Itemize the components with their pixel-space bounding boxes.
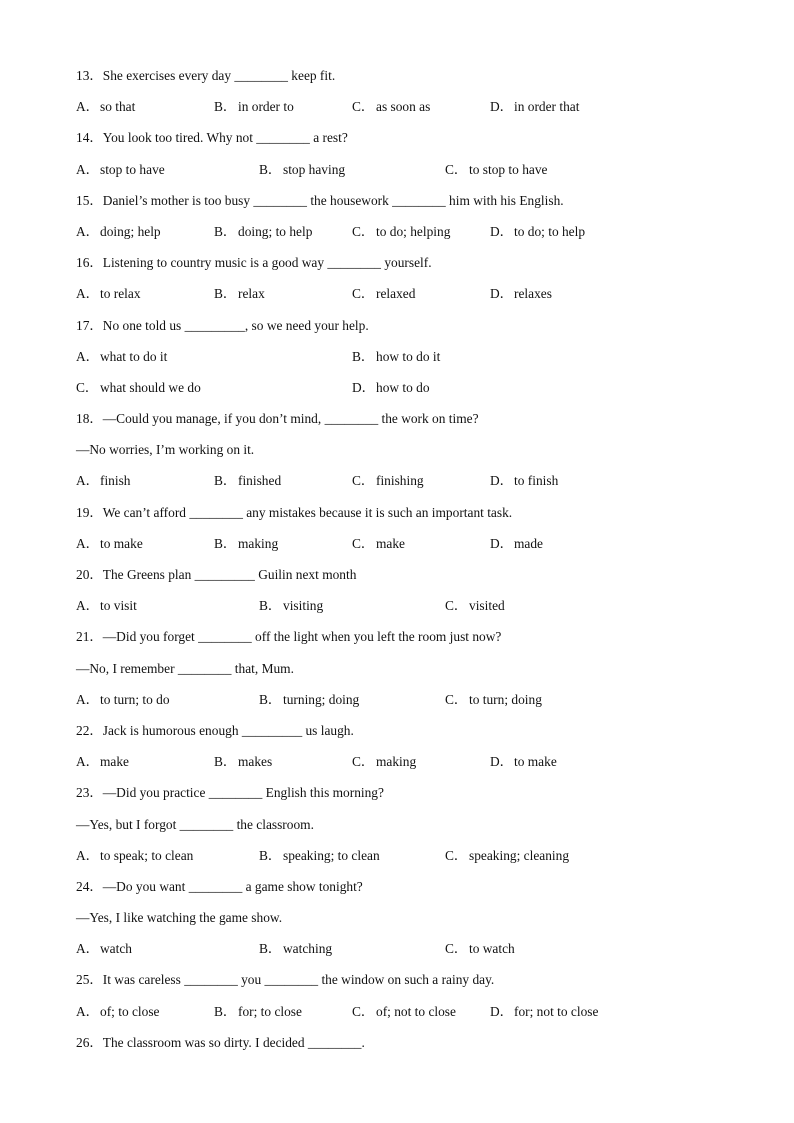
question-text: —Did you forget ________ off the light when you left the room just now? bbox=[102, 629, 502, 645]
answer-option[interactable] bbox=[445, 840, 569, 871]
question-stem bbox=[76, 247, 736, 278]
option-text: relax bbox=[238, 286, 265, 302]
answer-option[interactable] bbox=[352, 341, 440, 372]
option-label: C． bbox=[352, 1003, 375, 1019]
question-number: 23． bbox=[76, 785, 103, 801]
question-text: —No worries, I’m working on it. bbox=[76, 442, 255, 458]
answer-option[interactable] bbox=[214, 746, 272, 777]
question-number: 14． bbox=[76, 130, 103, 146]
answer-options bbox=[76, 372, 736, 403]
question-text: —Yes, I like watching the game show. bbox=[76, 910, 283, 926]
option-label: B． bbox=[259, 847, 282, 863]
option-text: visiting bbox=[283, 598, 324, 614]
option-label: B． bbox=[214, 1003, 237, 1019]
answer-option[interactable] bbox=[445, 154, 547, 185]
option-text: speaking; cleaning bbox=[469, 847, 570, 863]
option-label: D． bbox=[490, 99, 514, 115]
question-text: —No, I remember ________ that, Mum. bbox=[76, 660, 294, 676]
option-text: relaxed bbox=[376, 286, 416, 302]
option-label: D． bbox=[490, 1003, 514, 1019]
question-stem bbox=[76, 777, 736, 808]
option-label: A． bbox=[76, 348, 100, 364]
option-label: C． bbox=[76, 379, 99, 395]
answer-option[interactable] bbox=[76, 372, 201, 403]
option-text: to make bbox=[514, 754, 557, 770]
answer-option[interactable] bbox=[490, 528, 543, 559]
answer-options bbox=[76, 996, 736, 1027]
option-text: of; to close bbox=[100, 1003, 160, 1019]
question-text: It was careless ________ you ________ the window on such a rainy day. bbox=[102, 972, 495, 988]
question-stem bbox=[76, 559, 736, 590]
option-text: doing; help bbox=[100, 223, 161, 239]
option-text: what should we do bbox=[100, 379, 201, 395]
question-number: 21． bbox=[76, 629, 103, 645]
question-text: The Greens plan _________ Guilin next month bbox=[102, 567, 357, 582]
option-label: C． bbox=[445, 691, 468, 707]
option-label: D． bbox=[490, 223, 514, 239]
question-stem bbox=[76, 871, 736, 902]
option-text: watching bbox=[283, 941, 333, 957]
option-text: made bbox=[514, 535, 543, 551]
answer-option[interactable] bbox=[76, 91, 135, 122]
option-label: C． bbox=[352, 99, 375, 115]
option-text: of; not to close bbox=[376, 1003, 456, 1019]
option-text: finished bbox=[238, 473, 282, 489]
answer-option[interactable] bbox=[259, 154, 345, 185]
option-text: to visit bbox=[100, 598, 137, 614]
answer-option[interactable] bbox=[76, 216, 161, 247]
option-label: A． bbox=[76, 223, 100, 239]
question-number: 26． bbox=[76, 1034, 103, 1050]
question-number: 15． bbox=[76, 192, 103, 208]
answer-options bbox=[76, 590, 736, 621]
question-stem bbox=[76, 621, 736, 652]
question-text: —Do you want ________ a game show tonight? bbox=[102, 878, 363, 894]
answer-options bbox=[76, 278, 736, 309]
option-label: A． bbox=[76, 691, 100, 707]
option-label: A． bbox=[76, 473, 100, 489]
answer-options bbox=[76, 746, 736, 777]
answer-option[interactable] bbox=[445, 933, 515, 964]
option-text: making bbox=[238, 535, 279, 551]
answer-option[interactable] bbox=[76, 840, 193, 871]
option-text: watch bbox=[100, 941, 132, 957]
question-text: —Did you practice ________ English this morning? bbox=[102, 785, 384, 801]
answer-option[interactable] bbox=[76, 465, 131, 496]
question-number: 17． bbox=[76, 317, 103, 333]
answer-option[interactable] bbox=[490, 278, 552, 309]
answer-options bbox=[76, 528, 736, 559]
option-label: D． bbox=[490, 286, 514, 302]
answer-option[interactable] bbox=[76, 996, 160, 1027]
option-text: makes bbox=[238, 754, 273, 770]
question-stem bbox=[76, 60, 736, 91]
answer-option[interactable] bbox=[352, 996, 456, 1027]
option-label: C． bbox=[352, 535, 375, 551]
answer-option[interactable] bbox=[490, 996, 598, 1027]
option-text: finishing bbox=[376, 473, 424, 489]
option-label: B． bbox=[259, 598, 282, 614]
option-text: stop having bbox=[283, 161, 346, 177]
option-text: stop to have bbox=[100, 161, 165, 177]
question-stem bbox=[76, 185, 736, 216]
answer-option[interactable] bbox=[352, 528, 405, 559]
option-label: B． bbox=[214, 223, 237, 239]
option-label: A． bbox=[76, 1003, 100, 1019]
option-text: how to do bbox=[376, 379, 430, 395]
option-label: B． bbox=[214, 473, 237, 489]
answer-options bbox=[76, 933, 736, 964]
question-number: 24． bbox=[76, 878, 103, 894]
question-number: 20． bbox=[76, 567, 103, 582]
option-text: relaxes bbox=[514, 286, 552, 302]
question-stem bbox=[76, 964, 736, 995]
option-text: as soon as bbox=[376, 99, 431, 115]
answer-options bbox=[76, 216, 736, 247]
option-text: to turn; to do bbox=[100, 691, 170, 707]
question-text: Jack is humorous enough _________ us laugh. bbox=[102, 722, 354, 738]
answer-option[interactable] bbox=[352, 465, 424, 496]
answer-option[interactable] bbox=[352, 372, 430, 403]
option-text: what to do it bbox=[100, 348, 168, 364]
option-label: C． bbox=[445, 161, 468, 177]
option-label: B． bbox=[214, 754, 237, 770]
answer-option[interactable] bbox=[76, 746, 129, 777]
question-number: 16． bbox=[76, 255, 103, 271]
answer-option[interactable] bbox=[352, 278, 415, 309]
option-label: C． bbox=[352, 286, 375, 302]
answer-options bbox=[76, 840, 736, 871]
option-text: turning; doing bbox=[283, 691, 360, 707]
option-label: A． bbox=[76, 847, 100, 863]
option-text: speaking; to clean bbox=[283, 847, 380, 863]
option-text: doing; to help bbox=[238, 223, 313, 239]
option-text: so that bbox=[100, 99, 136, 115]
question-text: Listening to country music is a good way ________ yourself. bbox=[102, 255, 432, 271]
option-label: A． bbox=[76, 161, 100, 177]
option-text: in order to bbox=[238, 99, 294, 115]
question-list bbox=[76, 60, 736, 1058]
answer-option[interactable] bbox=[445, 684, 542, 715]
option-text: to watch bbox=[469, 941, 515, 957]
answer-options bbox=[76, 91, 736, 122]
question-stem bbox=[76, 715, 736, 746]
answer-option[interactable] bbox=[76, 341, 167, 372]
option-label: C． bbox=[445, 941, 468, 957]
question-text: You look too tired. Why not ________ a rest? bbox=[102, 130, 348, 146]
answer-option[interactable] bbox=[214, 91, 294, 122]
answer-option[interactable] bbox=[76, 590, 137, 621]
answer-option[interactable] bbox=[76, 278, 141, 309]
question-number: 25． bbox=[76, 972, 103, 988]
answer-option[interactable] bbox=[76, 684, 170, 715]
option-label: B． bbox=[259, 941, 282, 957]
option-text: to speak; to clean bbox=[100, 847, 194, 863]
question-dialogue-line bbox=[76, 653, 736, 684]
answer-option[interactable] bbox=[490, 216, 585, 247]
option-label: A． bbox=[76, 598, 100, 614]
answer-option[interactable] bbox=[490, 465, 558, 496]
question-text: She exercises every day ________ keep fit. bbox=[102, 68, 336, 83]
question-number: 13． bbox=[76, 68, 103, 83]
answer-option[interactable] bbox=[76, 933, 132, 964]
option-label: D． bbox=[490, 473, 514, 489]
question-text: We can’t afford ________ any mistakes because it is such an important task. bbox=[102, 504, 513, 520]
question-stem bbox=[76, 122, 736, 153]
answer-option[interactable] bbox=[490, 91, 579, 122]
option-label: B． bbox=[214, 535, 237, 551]
question-text: The classroom was so dirty. I decided ________. bbox=[102, 1034, 365, 1050]
question-stem bbox=[76, 497, 736, 528]
answer-option[interactable] bbox=[214, 996, 302, 1027]
answer-options bbox=[76, 341, 736, 372]
option-label: A． bbox=[76, 535, 100, 551]
option-label: C． bbox=[352, 754, 375, 770]
answer-options bbox=[76, 154, 736, 185]
question-stem bbox=[76, 403, 736, 434]
question-dialogue-line bbox=[76, 902, 736, 933]
option-text: make bbox=[100, 754, 129, 770]
question-text: No one told us _________, so we need your help. bbox=[102, 317, 369, 333]
option-label: A． bbox=[76, 286, 100, 302]
option-label: C． bbox=[445, 847, 468, 863]
answer-option[interactable] bbox=[259, 840, 380, 871]
option-label: D． bbox=[490, 535, 514, 551]
answer-options bbox=[76, 465, 736, 496]
answer-option[interactable] bbox=[214, 216, 312, 247]
question-dialogue-line bbox=[76, 434, 736, 465]
answer-option[interactable] bbox=[490, 746, 557, 777]
option-label: C． bbox=[352, 473, 375, 489]
question-stem bbox=[76, 1027, 736, 1058]
answer-option[interactable] bbox=[214, 528, 278, 559]
option-text: finish bbox=[100, 473, 131, 489]
question-number: 19． bbox=[76, 504, 103, 520]
question-number: 18． bbox=[76, 411, 103, 427]
option-label: A． bbox=[76, 754, 100, 770]
option-text: to finish bbox=[514, 473, 559, 489]
answer-option[interactable] bbox=[445, 590, 505, 621]
answer-option[interactable] bbox=[76, 528, 143, 559]
option-text: in order that bbox=[514, 99, 580, 115]
question-number: 22． bbox=[76, 722, 103, 738]
option-label: B． bbox=[259, 691, 282, 707]
answer-option[interactable] bbox=[214, 278, 265, 309]
option-text: to do; helping bbox=[376, 223, 451, 239]
answer-option[interactable] bbox=[214, 465, 281, 496]
question-stem bbox=[76, 310, 736, 341]
question-text: —Yes, but I forgot ________ the classroom. bbox=[76, 816, 314, 832]
option-label: A． bbox=[76, 941, 100, 957]
option-text: how to do it bbox=[376, 348, 441, 364]
option-label: D． bbox=[490, 754, 514, 770]
answer-option[interactable] bbox=[259, 684, 359, 715]
option-label: A． bbox=[76, 99, 100, 115]
option-text: visited bbox=[469, 598, 505, 614]
answer-option[interactable] bbox=[352, 91, 430, 122]
option-label: B． bbox=[214, 99, 237, 115]
option-text: to make bbox=[100, 535, 143, 551]
option-label: B． bbox=[352, 348, 375, 364]
answer-option[interactable] bbox=[259, 590, 323, 621]
question-text: —Could you manage, if you don’t mind, ________ the work on time? bbox=[102, 411, 479, 427]
answer-option[interactable] bbox=[352, 746, 416, 777]
option-text: make bbox=[376, 535, 405, 551]
option-label: C． bbox=[445, 598, 468, 614]
option-label: D． bbox=[352, 379, 376, 395]
answer-option[interactable] bbox=[352, 216, 450, 247]
option-text: to do; to help bbox=[514, 223, 586, 239]
option-text: to turn; doing bbox=[469, 691, 542, 707]
answer-options bbox=[76, 684, 736, 715]
option-text: for; to close bbox=[238, 1003, 302, 1019]
question-dialogue-line bbox=[76, 809, 736, 840]
option-text: making bbox=[376, 754, 417, 770]
option-text: for; not to close bbox=[514, 1003, 599, 1019]
option-label: B． bbox=[214, 286, 237, 302]
answer-option[interactable] bbox=[76, 154, 165, 185]
option-label: B． bbox=[259, 161, 282, 177]
question-text: Daniel’s mother is too busy ________ the housework ________ him with his English. bbox=[102, 192, 564, 208]
option-text: to relax bbox=[100, 286, 141, 302]
answer-option[interactable] bbox=[259, 933, 332, 964]
option-label: C． bbox=[352, 223, 375, 239]
option-text: to stop to have bbox=[469, 161, 548, 177]
